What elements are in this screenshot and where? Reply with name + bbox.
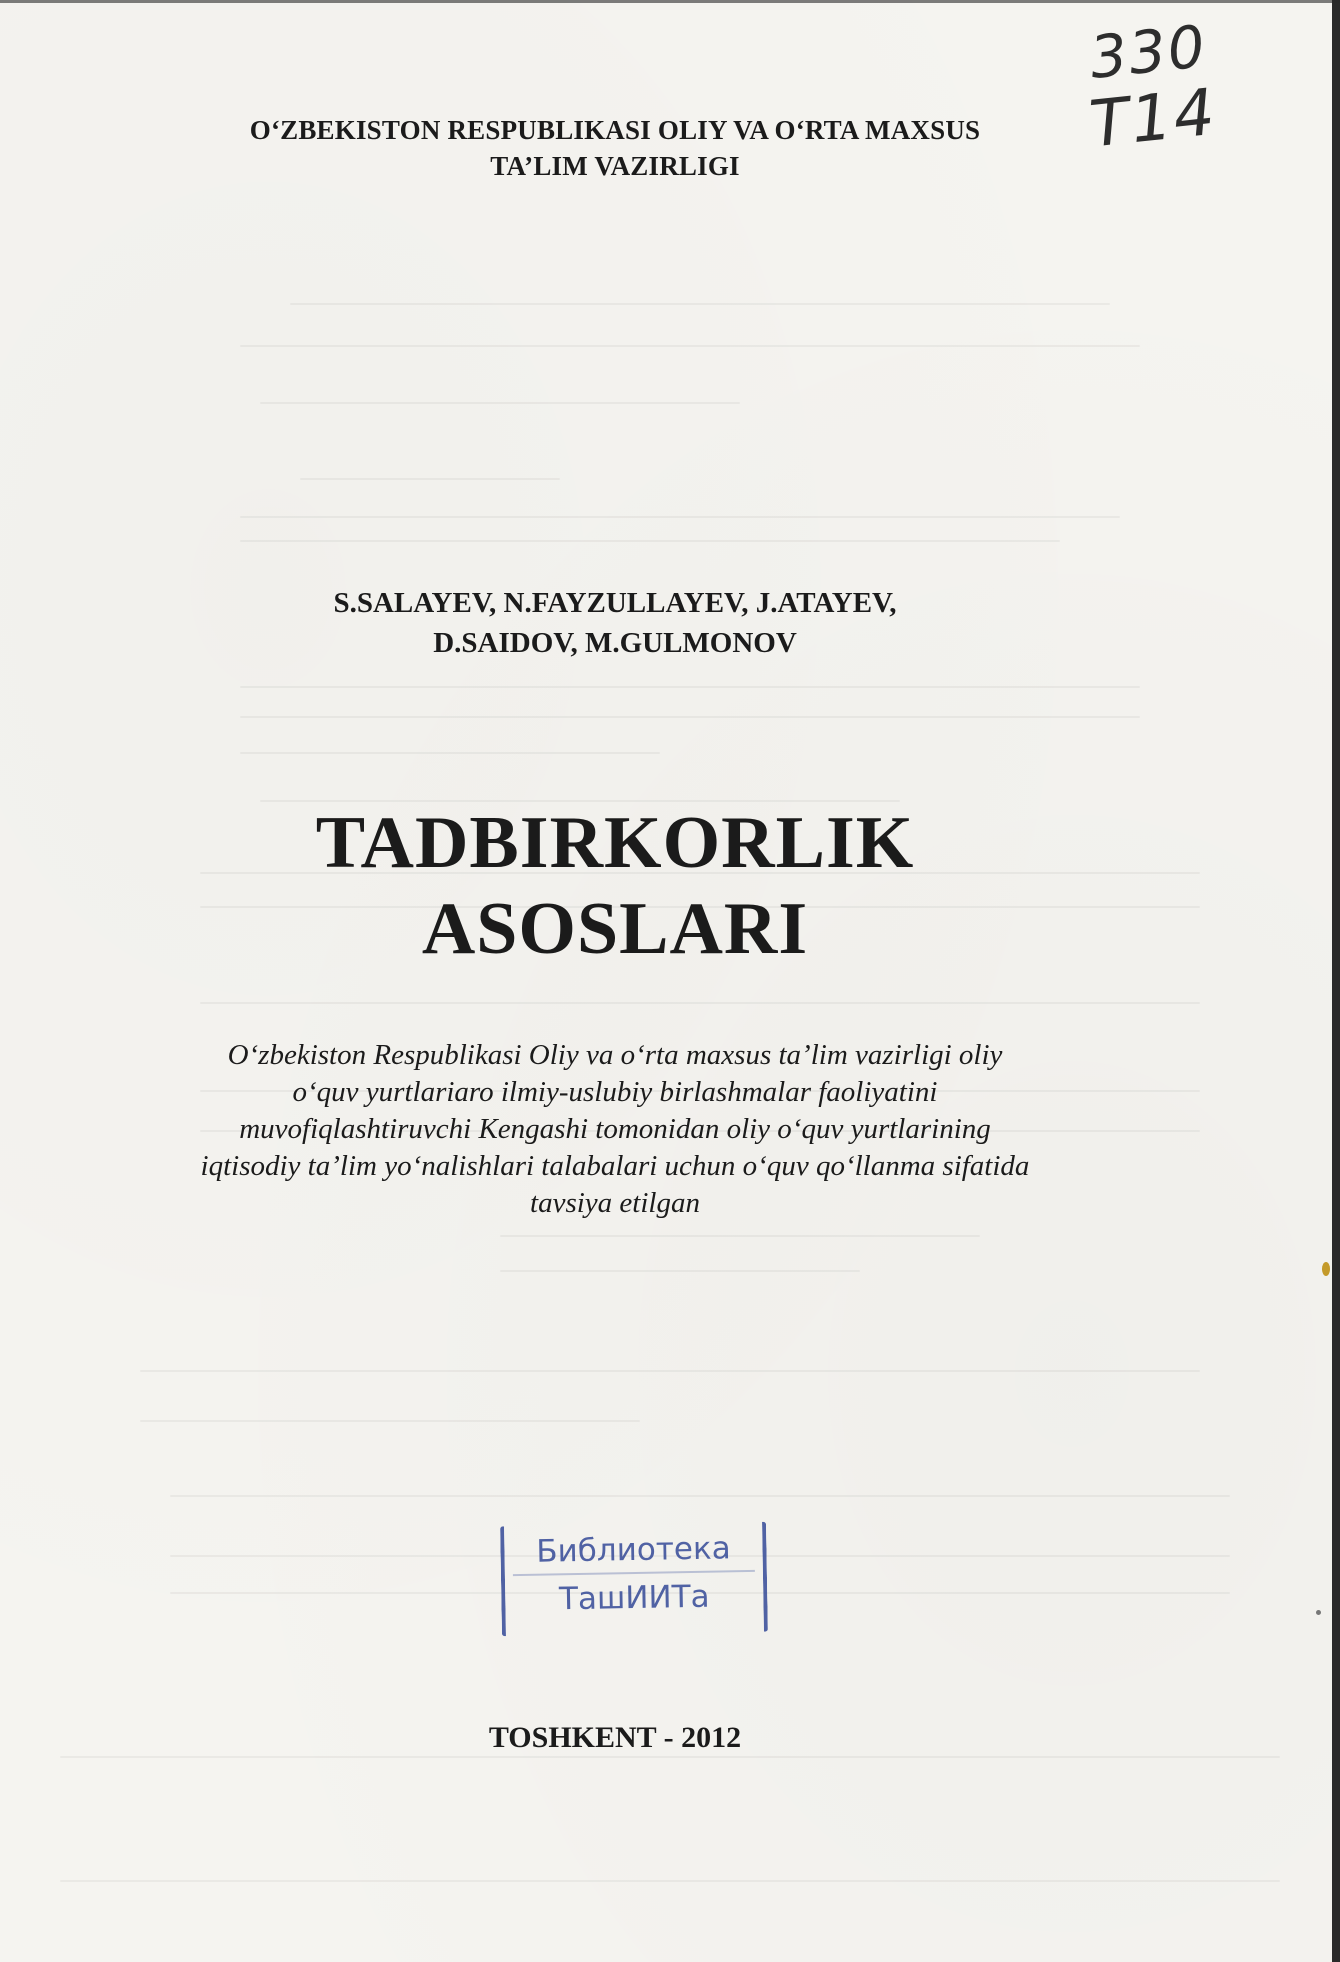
subtitle-line-2: o‘quv yurtlariaro ilmiy-uslubiy birlashmalar faoliyatini: [292, 1076, 938, 1108]
authors-line-1: S.SALAYEV, N.FAYZULLAYEV, J.ATAYEV,: [333, 587, 897, 619]
stamp-line-2: ТашИИТа: [558, 1578, 710, 1618]
book-title: [0, 800, 1230, 972]
bleed-through-line: [500, 1235, 980, 1237]
ministry-line-1: O‘ZBEKISTON RESPUBLIKASI OLIY VA O‘RTA MAXSUS: [249, 115, 981, 145]
scan-edge-top: [0, 0, 1340, 3]
bleed-through-line: [240, 345, 1140, 347]
ministry-line-2: TA’LIM VAZIRLIGI: [490, 151, 740, 181]
title-line-2: ASOSLARI: [421, 888, 809, 970]
bleed-through-line: [200, 1002, 1200, 1004]
subtitle-line-4: iqtisodiy ta’lim yo‘nalishlari talabalari uchun o‘quv qo‘llanma sifatida: [200, 1150, 1030, 1182]
title-line-1: TADBIRKORLIK: [315, 802, 915, 884]
bleed-through-line: [240, 516, 1120, 518]
library-stamp: [500, 1522, 768, 1637]
handwritten-number: 330: [1086, 12, 1210, 92]
stamp-divider: [513, 1570, 755, 1576]
recommendation-text: [40, 1037, 1190, 1222]
stamp-line-1: Библиотека: [536, 1530, 731, 1570]
bleed-through-line: [140, 1420, 640, 1422]
bleed-through-line: [240, 752, 660, 754]
handwritten-code: T14: [1086, 75, 1221, 163]
city-year: TOSHKENT - 2012: [488, 1721, 742, 1754]
bleed-through-line: [240, 686, 1140, 688]
subtitle-line-3: muvofiqlashtiruvchi Kengashi tomonidan oliy o‘quv yurtlarining: [239, 1113, 991, 1145]
scan-edge-right: [1332, 0, 1340, 1962]
paper-speck: [1316, 1610, 1321, 1615]
bleed-through-line: [140, 1370, 1200, 1372]
subtitle-line-1: O‘zbekiston Respublikasi Oliy va o‘rta maxsus ta’lim vazirligi oliy: [227, 1039, 1003, 1071]
bleed-through-line: [240, 540, 1060, 542]
bleed-through-line: [170, 1495, 1230, 1497]
bleed-through-line: [290, 303, 1110, 305]
bleed-through-line: [260, 402, 740, 404]
subtitle-line-5: tavsiya etilgan: [530, 1187, 700, 1219]
paper-speck: [1322, 1262, 1330, 1276]
authors-block: [0, 583, 1230, 663]
bleed-through-line: [300, 478, 560, 480]
ministry-header: [0, 112, 1230, 184]
bleed-through-line: [60, 1880, 1280, 1882]
bleed-through-line: [500, 1270, 860, 1272]
bleed-through-line: [240, 716, 1140, 718]
authors-line-2: D.SAIDOV, M.GULMONOV: [433, 627, 797, 659]
